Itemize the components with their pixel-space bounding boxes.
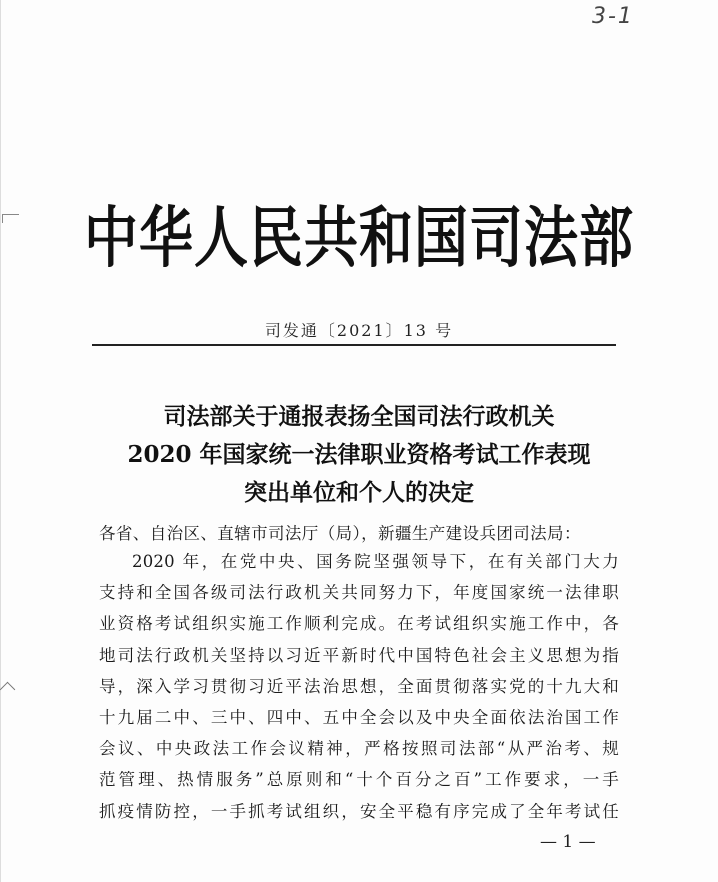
body-line: 2020 年，在党中央、国务院坚强领导下，在有关部门大力 bbox=[132, 552, 619, 571]
body-line: 业资格考试组织实施工作顺利完成。在考试组织实施工作中，各 bbox=[99, 614, 619, 634]
handwritten-note: 3-1 bbox=[592, 4, 634, 29]
page-number: — 1 — bbox=[540, 832, 596, 852]
title-line: 司法部关于通报表扬全国司法行政机关 bbox=[163, 403, 555, 430]
body-line: 十九届二中、三中、四中、五中全会以及中央全面依法治国工作 bbox=[99, 708, 619, 728]
addressee: 各省、自治区、直辖市司法厅（局），新疆生产建设兵团司法局： bbox=[99, 524, 581, 543]
title-line: 突出单位和个人的决定 bbox=[244, 479, 474, 506]
body-line: 导，深入学习贯彻习近平法治思想，全面贯彻落实党的十九大和 bbox=[99, 676, 619, 696]
header-rule bbox=[92, 344, 616, 346]
body-line: 支持和全国各级司法行政机关共同努力下，年度国家统一法律职 bbox=[99, 583, 619, 603]
body-paragraph bbox=[99, 546, 619, 827]
body-line: 抓疫情防控，一手抓考试组织，安全平稳有序完成了全年考试任 bbox=[99, 801, 619, 821]
body-line: 范管理、热情服务”总原则和“十个百分之百”工作要求，一手 bbox=[99, 770, 619, 790]
body-line: 地司法行政机关坚持以习近平新时代中国特色社会主义思想为指 bbox=[99, 645, 619, 665]
scan-mark bbox=[0, 682, 15, 698]
document-title bbox=[0, 398, 718, 512]
agency-name: 中华人民共和国司法部 bbox=[84, 198, 634, 277]
title-line: 2020 年国家统一法律职业资格考试工作表现 bbox=[127, 441, 591, 468]
document-number: 司发通〔2021〕13 号 bbox=[264, 321, 454, 340]
body-line: 会议、中央政法工作会议精神，严格按照司法部“从严治考、规 bbox=[99, 739, 619, 759]
